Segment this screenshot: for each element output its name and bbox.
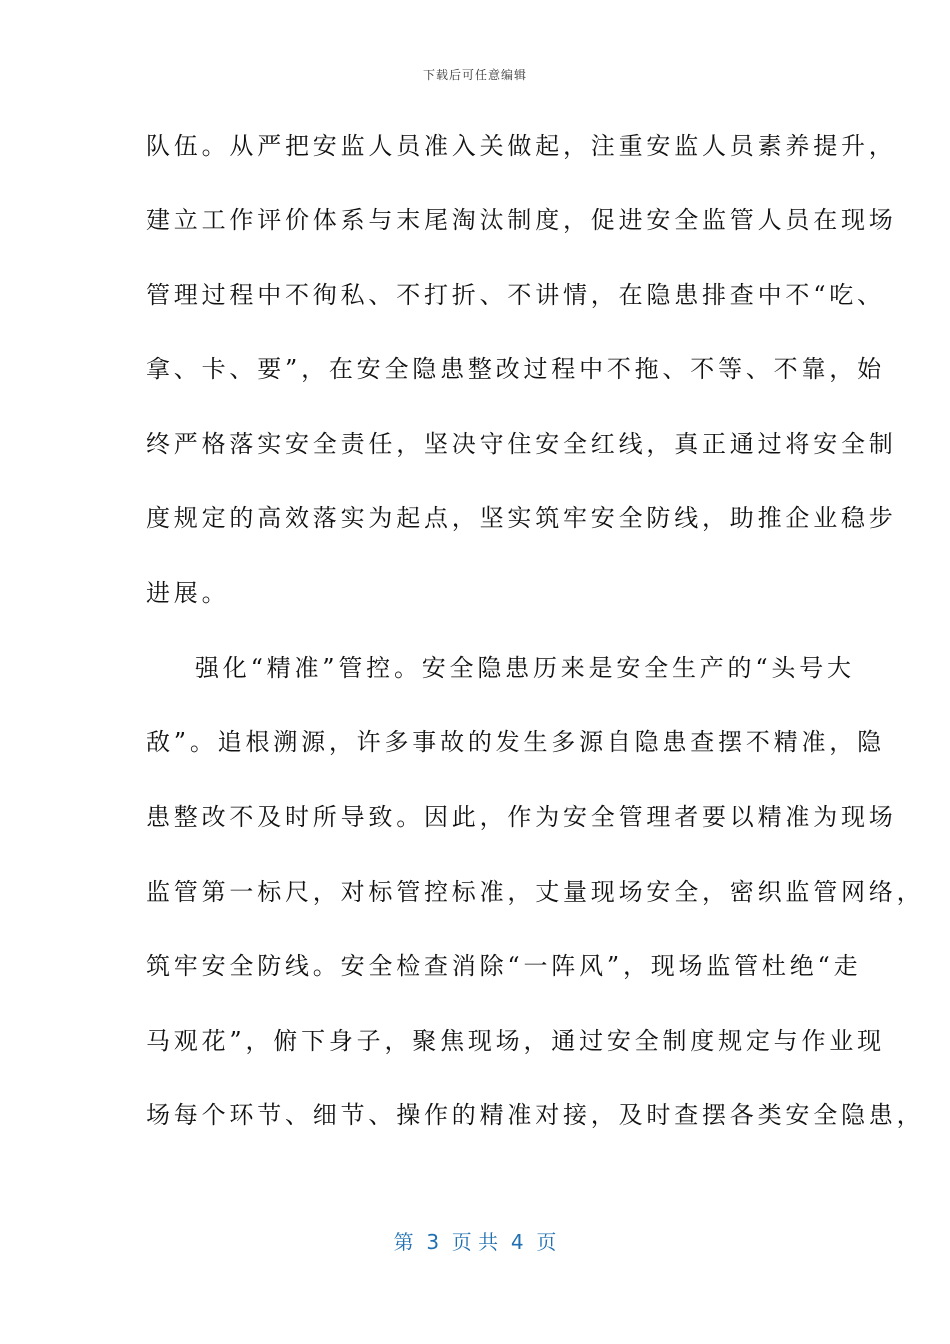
text-line: 场每个环节、细节、操作的精准对接，及时查摆各类安全隐患， xyxy=(146,1101,925,1129)
text-line: 队伍。从严把安监人员准入关做起，注重安监人员素养提升， xyxy=(146,132,897,160)
text-line: 进展。 xyxy=(146,579,230,607)
text-line: 度规定的高效落实为起点，坚实筑牢安全防线，助推企业稳步 xyxy=(146,504,897,532)
text-line: 拿、卡、要”，在安全隐患整改过程中不拖、不等、不靠，始 xyxy=(146,355,885,383)
text-line: 敌”。追根溯源，许多事故的发生多源自隐患查摆不精准，隐 xyxy=(146,728,885,756)
text-line: 马观花”，俯下身子，聚焦现场，通过安全制度规定与作业现 xyxy=(146,1027,885,1055)
text-line: 终严格落实安全责任，坚决守住安全红线，真正通过将安全制 xyxy=(146,430,897,458)
page-number: 第 3 页 共 4 页 xyxy=(393,1230,557,1254)
header-note: 下载后可任意编辑 xyxy=(422,68,527,82)
paragraph-heading-line: 强化“精准”管控。安全隐患历来是安全生产的“头号大 xyxy=(195,654,855,682)
text-line: 管理过程中不徇私、不打折、不讲情，在隐患排查中不“吃、 xyxy=(146,281,885,309)
text-line: 建立工作评价体系与末尾淘汰制度，促进安全监管人员在现场 xyxy=(146,206,897,234)
text-line: 筑牢安全防线。安全检查消除“一阵风”，现场监管杜绝“走 xyxy=(146,952,862,980)
text-line: 监管第一标尺，对标管控标准，丈量现场安全，密织监管网络， xyxy=(146,878,925,906)
text-line: 患整改不及时所导致。因此，作为安全管理者要以精准为现场 xyxy=(146,803,897,831)
